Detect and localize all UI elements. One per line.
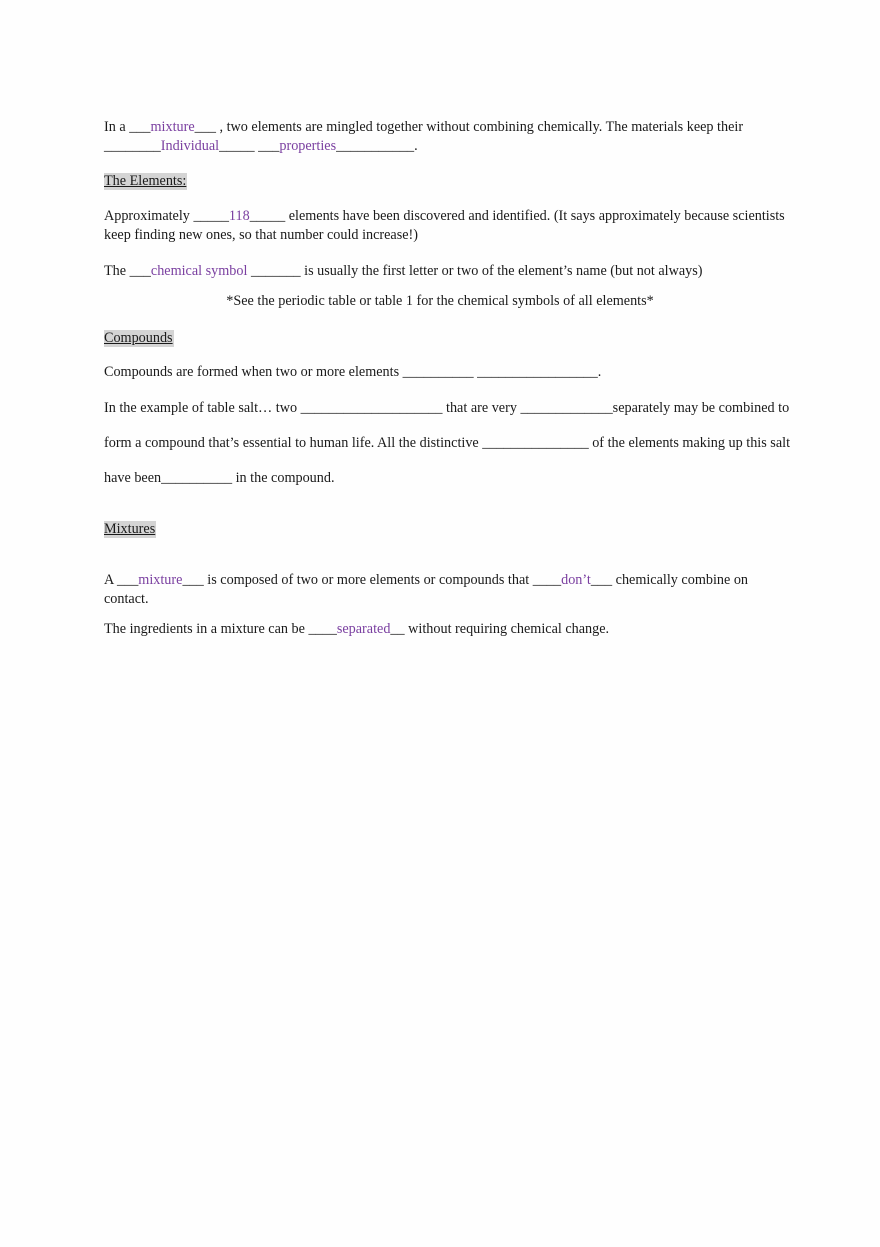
text-segment: _____ ___: [219, 138, 280, 154]
answer-mixture-2: mixture: [138, 572, 183, 588]
text-segment: ___ , two elements are mingled together without combining chemically. The materials keep their: [194, 119, 744, 135]
answer-properties: properties: [279, 138, 337, 154]
answer-separated: separated: [336, 621, 391, 637]
answer-mixture: mixture: [150, 119, 195, 135]
answer-118: 118: [228, 208, 250, 224]
answer-dont: don’t: [561, 572, 591, 588]
text-segment: _______ is usually the first letter or two of the element’s name (but not always): [247, 263, 703, 279]
text-segment: The ingredients in a mixture can be ____: [104, 621, 337, 637]
text-segment: ___ chemically combine on: [590, 572, 749, 588]
text-segment: _____ elements have been discovered and identified. (It says approximately because scientists: [249, 208, 785, 224]
compounds-line-1: Compounds are formed when two or more elements __________ _________________.: [104, 364, 602, 380]
answer-individual: Individual: [160, 138, 220, 154]
section-heading-mixtures: Mixtures: [104, 521, 156, 537]
compounds-line-3: form a compound that’s essential to human life. All the distinctive _______________ of the elements making up this salt: [104, 435, 791, 451]
mixtures-line-1-cont: contact.: [104, 591, 149, 607]
intro-line-1: [104, 118, 804, 137]
text-segment: ___________.: [336, 138, 418, 154]
symbol-line: [104, 262, 804, 281]
periodic-table-note: *See the periodic table or table 1 for the chemical symbols of all elements*: [226, 293, 654, 309]
elements-heading-line: [104, 172, 804, 191]
compounds-line-4: have been__________ in the compound.: [104, 470, 335, 486]
mixtures-line-1: [104, 571, 804, 590]
intro-line-2: [104, 137, 804, 156]
text-segment: __ without requiring chemical change.: [390, 621, 610, 637]
approx-line-2: keep finding new ones, so that number could increase!): [104, 227, 418, 243]
section-heading-compounds: Compounds: [104, 330, 173, 346]
mixtures-line-2: [104, 620, 804, 639]
section-heading-elements: The Elements:: [104, 173, 187, 189]
compounds-heading-line: [104, 329, 804, 348]
text-segment: ___ is composed of two or more elements or compounds that ____: [182, 572, 562, 588]
text-segment: Approximately _____: [104, 208, 229, 224]
text-segment: ________: [104, 138, 161, 154]
text-segment: A ___: [104, 572, 139, 588]
answer-chemical-symbol: chemical symbol: [150, 263, 248, 279]
approx-line-1: [104, 207, 804, 226]
mixtures-heading-line: [104, 520, 804, 539]
text-segment: In a ___: [104, 119, 151, 135]
compounds-line-2: In the example of table salt… two ____________________ that are very _____________separately may be combined to: [104, 400, 790, 416]
text-segment: The ___: [104, 263, 151, 279]
